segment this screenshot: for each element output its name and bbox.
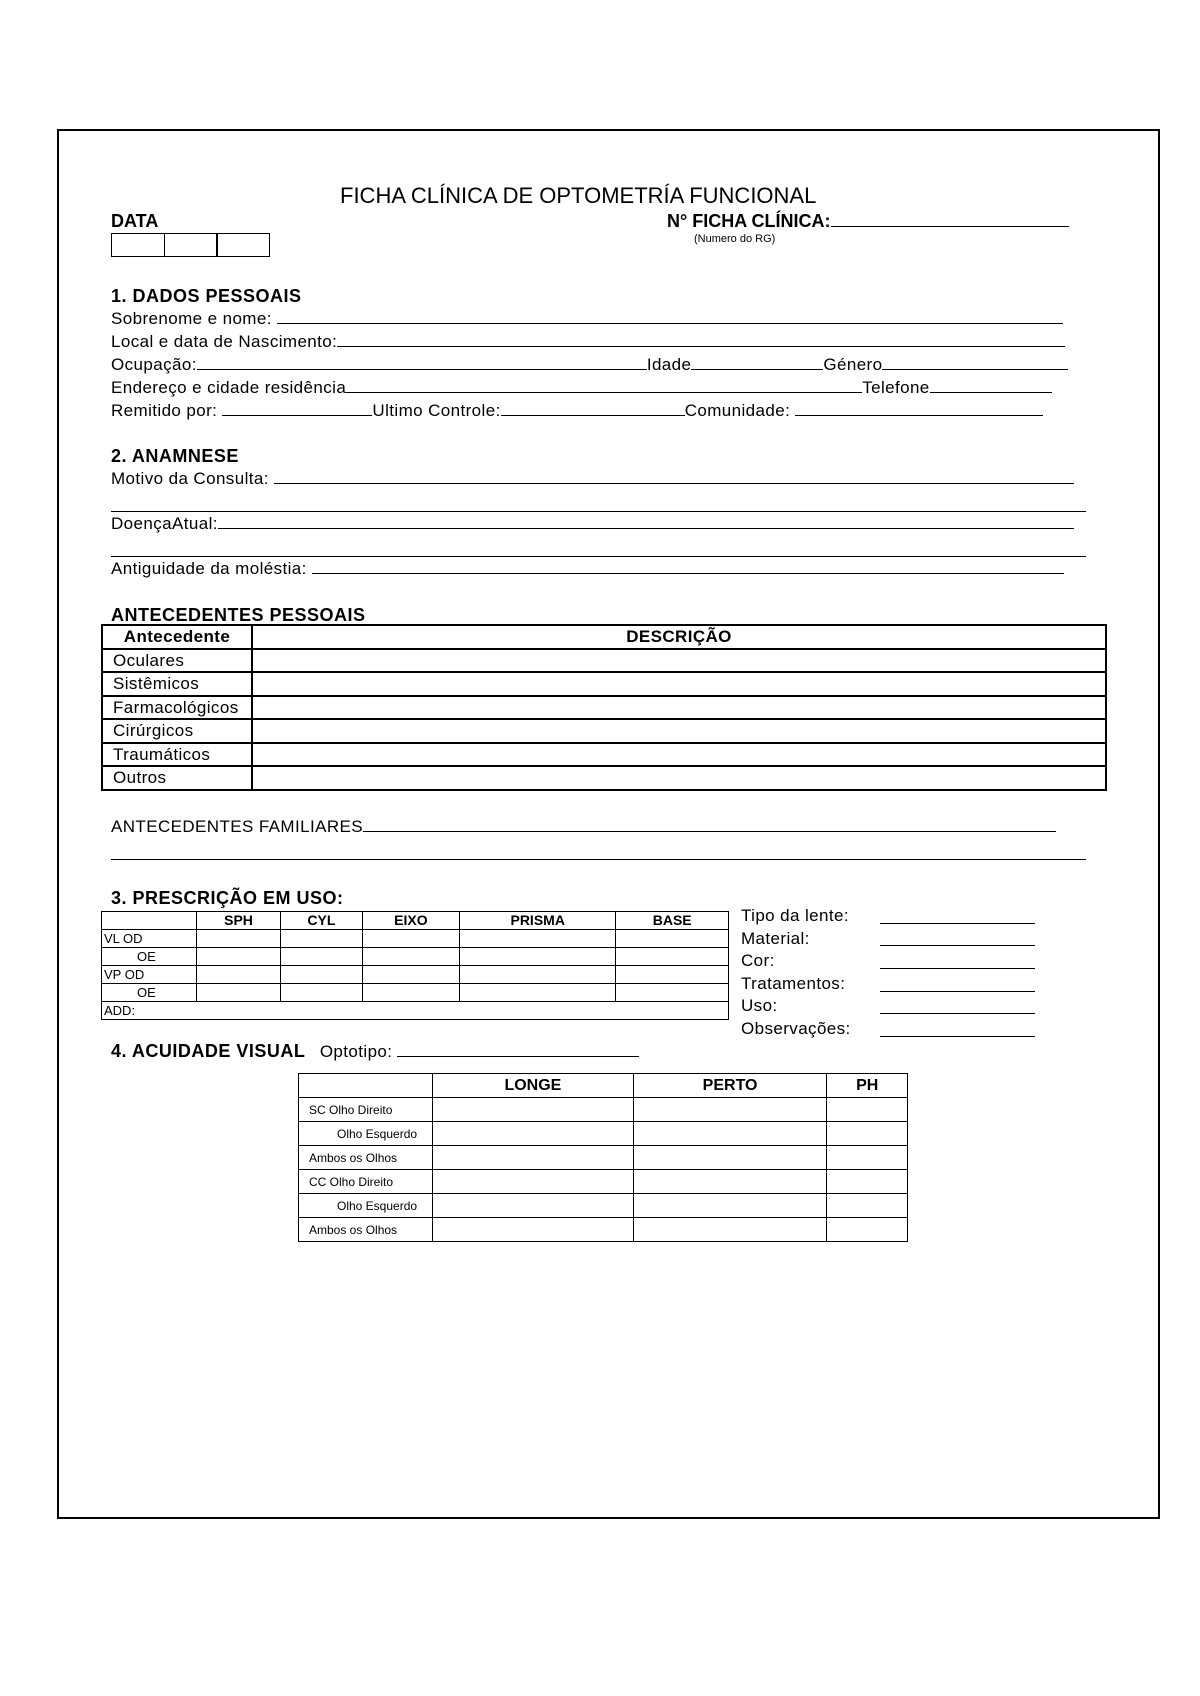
reason-row [111, 469, 1074, 489]
table-row [102, 719, 1106, 743]
va-cell[interactable] [633, 1146, 827, 1170]
ficha-number-text: N° FICHA CLÍNICA: [667, 211, 831, 231]
date-boxes[interactable] [111, 233, 269, 257]
use-field[interactable] [880, 1013, 1035, 1014]
age-label: Idade [646, 355, 692, 374]
rx-cell[interactable] [281, 966, 363, 984]
col-ph: PH [827, 1074, 908, 1098]
va-cell[interactable] [827, 1194, 908, 1218]
col-description: DESCRIÇÃO [252, 625, 1106, 649]
table-row [102, 672, 1106, 696]
referred-row [111, 401, 1043, 421]
color-label: Cor: [741, 951, 775, 970]
col-cyl: CYL [281, 912, 363, 930]
date-year-box[interactable] [216, 233, 270, 257]
form-title: FICHA CLÍNICA DE OPTOMETRÍA FUNCIONAL [340, 183, 817, 208]
col-perto: PERTO [633, 1074, 827, 1098]
va-row-label: Ambos os Olhos [299, 1218, 433, 1242]
rx-cell[interactable] [362, 966, 459, 984]
rx-cell[interactable] [197, 930, 281, 948]
va-cell[interactable] [827, 1146, 908, 1170]
treatments-label: Tratamentos: [741, 974, 846, 993]
va-cell[interactable] [433, 1170, 634, 1194]
phone-label: Telefone [862, 378, 930, 397]
va-row-label: Olho Esquerdo [299, 1194, 433, 1218]
table-row [102, 696, 1106, 720]
table-row [102, 984, 729, 1002]
rx-cell[interactable] [616, 948, 729, 966]
color-field[interactable] [880, 968, 1035, 969]
rx-cell[interactable] [281, 984, 363, 1002]
address-field[interactable] [346, 378, 862, 393]
table-row [102, 649, 1106, 673]
duration-field[interactable] [312, 559, 1064, 574]
ficha-number-field[interactable] [831, 212, 1069, 227]
birth-field[interactable] [337, 332, 1065, 347]
rx-row-label: VL OD [102, 930, 197, 948]
table-row [299, 1146, 908, 1170]
date-label: DATA [111, 211, 159, 231]
va-corner [299, 1074, 433, 1098]
rx-cell[interactable] [616, 984, 729, 1002]
rx-cell[interactable] [460, 930, 616, 948]
family-history-row [111, 817, 1056, 837]
personal-history-table [101, 624, 1107, 791]
va-cell[interactable] [827, 1170, 908, 1194]
col-antecedent: Antecedente [102, 625, 252, 649]
last-control-field[interactable] [501, 401, 685, 416]
table-row [102, 743, 1106, 767]
ficha-number-label [667, 211, 1069, 232]
family-history-field-line-2[interactable] [111, 845, 1086, 860]
rx-cell[interactable] [616, 930, 729, 948]
use-label: Uso: [741, 996, 778, 1015]
rx-add-row[interactable]: ADD: [102, 1002, 729, 1020]
va-cell[interactable] [827, 1098, 908, 1122]
table-row [102, 766, 1106, 790]
disease-row [111, 514, 1074, 534]
antecedent-label: Outros [102, 766, 252, 790]
date-month-box[interactable] [164, 233, 218, 257]
va-cell[interactable] [633, 1218, 827, 1242]
va-cell[interactable] [633, 1194, 827, 1218]
col-prisma: PRISMA [460, 912, 616, 930]
col-sph: SPH [197, 912, 281, 930]
community-label: Comunidade: [684, 401, 791, 420]
antecedent-label: Oculares [102, 649, 252, 673]
va-cell[interactable] [827, 1218, 908, 1242]
personal-history-title: ANTECEDENTES PESSOAIS [111, 605, 366, 625]
birth-label: Local e data de Nascimento: [111, 332, 338, 351]
gender-field[interactable] [882, 355, 1068, 370]
lens-type-field[interactable] [880, 923, 1035, 924]
observations-field[interactable] [880, 1036, 1035, 1037]
rx-cell[interactable] [460, 948, 616, 966]
reason-field-line-2[interactable] [111, 497, 1086, 512]
description-cell[interactable] [252, 672, 1106, 696]
disease-field[interactable] [218, 514, 1074, 529]
date-day-box[interactable] [111, 233, 165, 257]
surname-field[interactable] [277, 309, 1063, 324]
occupation-row [111, 355, 1068, 375]
table-row [299, 1170, 908, 1194]
table-row [299, 1122, 908, 1146]
description-cell[interactable] [252, 766, 1106, 790]
description-cell[interactable] [252, 649, 1106, 673]
optotype-label: Optotipo: [319, 1042, 393, 1061]
treatments-field[interactable] [880, 991, 1035, 992]
antecedent-label: Cirúrgicos [102, 719, 252, 743]
table-row [299, 1218, 908, 1242]
material-field[interactable] [880, 945, 1035, 946]
duration-row [111, 559, 1064, 579]
antecedent-label: Sistêmicos [102, 672, 252, 696]
rx-cell[interactable] [281, 948, 363, 966]
occupation-field[interactable] [197, 355, 647, 370]
rx-cell[interactable] [197, 984, 281, 1002]
rx-cell[interactable] [460, 984, 616, 1002]
rx-cell[interactable] [362, 930, 459, 948]
table-row [102, 930, 729, 948]
family-history-field[interactable] [363, 817, 1056, 832]
section-2-title: 2. ANAMNESE [111, 446, 239, 466]
address-row [111, 378, 1052, 398]
description-cell[interactable] [252, 743, 1106, 767]
section-3-title: 3. PRESCRIÇÃO EM USO: [111, 888, 344, 908]
lens-type-label: Tipo da lente: [741, 906, 849, 925]
rx-row-label: VP OD [102, 966, 197, 984]
address-label: Endereço e cidade residência [111, 378, 347, 397]
rx-cell[interactable] [616, 966, 729, 984]
gender-label: Género [823, 355, 883, 374]
rx-cell[interactable] [362, 984, 459, 1002]
antecedent-label: Farmacológicos [102, 696, 252, 720]
rx-row-label: OE [102, 984, 197, 1002]
community-field[interactable] [795, 401, 1043, 416]
va-row-label: Olho Esquerdo [299, 1122, 433, 1146]
optotype-field[interactable] [397, 1042, 639, 1057]
va-row-label: CC Olho Direito [299, 1170, 433, 1194]
referred-label: Remitido por: [111, 401, 218, 420]
va-cell[interactable] [433, 1122, 634, 1146]
col-base: BASE [616, 912, 729, 930]
prescription-table [101, 911, 729, 1020]
table-row [299, 1098, 908, 1122]
rx-corner [102, 912, 197, 930]
col-eixo: EIXO [362, 912, 459, 930]
table-row [102, 1002, 729, 1020]
description-cell[interactable] [252, 696, 1106, 720]
rx-cell[interactable] [281, 930, 363, 948]
va-cell[interactable] [633, 1122, 827, 1146]
age-field[interactable] [691, 355, 823, 370]
surname-row [111, 309, 1063, 329]
rx-cell[interactable] [197, 948, 281, 966]
observations-label: Observações: [741, 1019, 851, 1038]
material-label: Material: [741, 929, 810, 948]
ficha-hint: (Numero do RG) [694, 233, 776, 245]
family-history-label: ANTECEDENTES FAMILIARES [111, 817, 363, 836]
visual-acuity-table [298, 1073, 908, 1242]
va-row-label: SC Olho Direito [299, 1098, 433, 1122]
disease-label: DoençaAtual: [111, 514, 218, 533]
rx-cell[interactable] [362, 948, 459, 966]
phone-field[interactable] [930, 378, 1052, 393]
section-4-title: 4. ACUIDADE VISUAL [111, 1041, 306, 1061]
section-4-header [111, 1041, 639, 1062]
duration-label: Antiguidade da moléstia: [111, 559, 307, 578]
birth-row [111, 332, 1065, 352]
rx-row-label: OE [102, 948, 197, 966]
table-row [299, 1194, 908, 1218]
section-1-title: 1. DADOS PESSOAIS [111, 286, 302, 306]
disease-field-line-2[interactable] [111, 542, 1086, 557]
surname-label: Sobrenome e nome: [111, 309, 272, 328]
description-cell[interactable] [252, 719, 1106, 743]
va-cell[interactable] [633, 1170, 827, 1194]
occupation-label: Ocupação: [111, 355, 197, 374]
reason-field[interactable] [274, 469, 1074, 484]
rx-cell[interactable] [197, 966, 281, 984]
rx-cell[interactable] [460, 966, 616, 984]
va-cell[interactable] [633, 1098, 827, 1122]
table-row [102, 948, 729, 966]
table-row [102, 966, 729, 984]
va-cell[interactable] [433, 1098, 634, 1122]
last-control-label: Ultimo Controle: [372, 401, 501, 420]
reason-label: Motivo da Consulta: [111, 469, 269, 488]
va-cell[interactable] [433, 1194, 634, 1218]
col-longe: LONGE [433, 1074, 634, 1098]
va-cell[interactable] [433, 1146, 634, 1170]
va-cell[interactable] [433, 1218, 634, 1242]
antecedent-label: Traumáticos [102, 743, 252, 767]
va-row-label: Ambos os Olhos [299, 1146, 433, 1170]
va-cell[interactable] [827, 1122, 908, 1146]
referred-field[interactable] [222, 401, 372, 416]
